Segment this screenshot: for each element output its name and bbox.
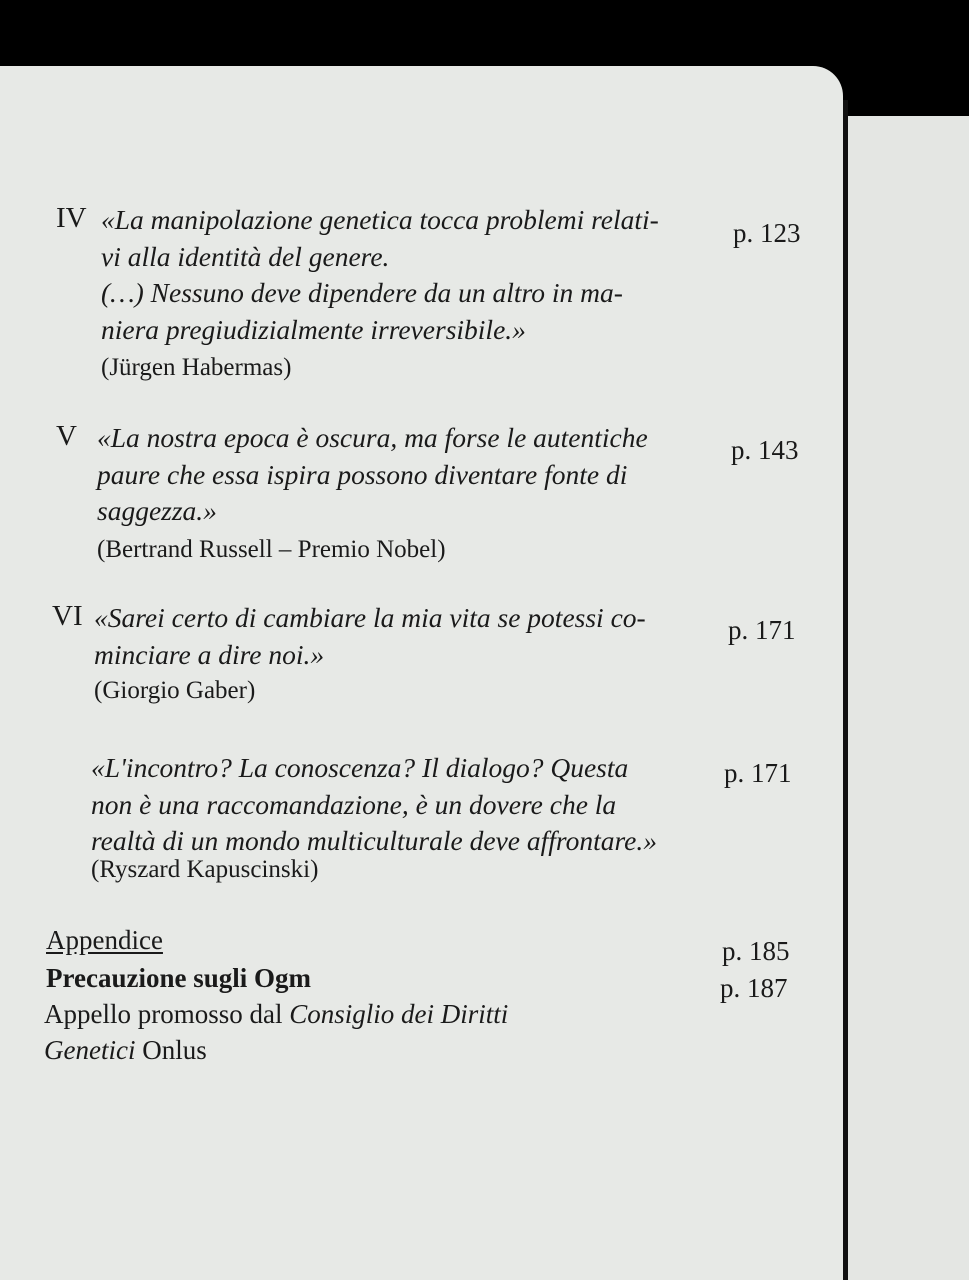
appendix-desc-prefix: Appello promosso dal [44, 999, 290, 1029]
quote-author: (Ryszard Kapuscinski) [91, 856, 319, 883]
appendix-item-title: Precauzione sugli Ogm [46, 963, 311, 993]
chapter-quote [101, 202, 705, 348]
quote-line: «Sarei certo di cambiare la mia vita se potessi co- [94, 602, 646, 633]
quote-author: (Bertrand Russell – Premio Nobel) [97, 536, 446, 563]
appendix-item-description-line2 [44, 1032, 207, 1068]
chapter-quote [97, 420, 701, 530]
chapter-numeral: V [56, 420, 77, 452]
quote-line: paure che essa ispira possono diventare fonte di [97, 458, 628, 490]
quote-line: non è una raccomandazione, è un dovere che la [91, 788, 617, 820]
quote-line: realtà di un mondo multiculturale deve affrontare.» [91, 825, 657, 856]
appendix-desc-italic: Genetici [44, 1035, 136, 1065]
page-reference: p. 171 [724, 758, 792, 788]
quote-line: vi alla identità del genere. [101, 240, 390, 272]
page-reference: p. 123 [733, 218, 801, 248]
quote-author: (Jürgen Habermas) [101, 354, 292, 381]
next-page-edge [848, 116, 969, 1280]
quote-line: niera pregiudizialmente irreversibile.» [101, 313, 526, 345]
appendix-desc-suffix: Onlus [135, 1035, 207, 1065]
appendix-title: Appendice [46, 925, 163, 955]
appendix-item-description [44, 996, 508, 1032]
chapter-numeral: IV [56, 202, 87, 234]
quote-line: minciare a dire noi.» [94, 638, 325, 670]
quote-author: (Giorgio Gaber) [94, 677, 256, 704]
chapter-quote [91, 750, 695, 860]
appendix-desc-italic: Consiglio dei Diritti [289, 999, 509, 1029]
page-reference: p. 171 [728, 615, 796, 645]
appendix-page-reference: p. 185 [722, 936, 790, 966]
quote-line: «La nostra epoca è oscura, ma forse le autentiche [97, 422, 648, 453]
quote-line: (…) Nessuno deve dipendere da un altro in ma- [101, 277, 623, 308]
chapter-quote [94, 600, 696, 673]
chapter-numeral: VI [52, 600, 83, 632]
page-reference: p. 143 [731, 435, 799, 465]
quote-line: saggezza.» [97, 495, 217, 526]
quote-line: «La manipolazione genetica tocca problemi relati- [101, 204, 659, 235]
quote-line: «L'incontro? La conoscenza? Il dialogo? Questa [91, 752, 629, 783]
appendix-item-page-reference: p. 187 [720, 973, 788, 1003]
